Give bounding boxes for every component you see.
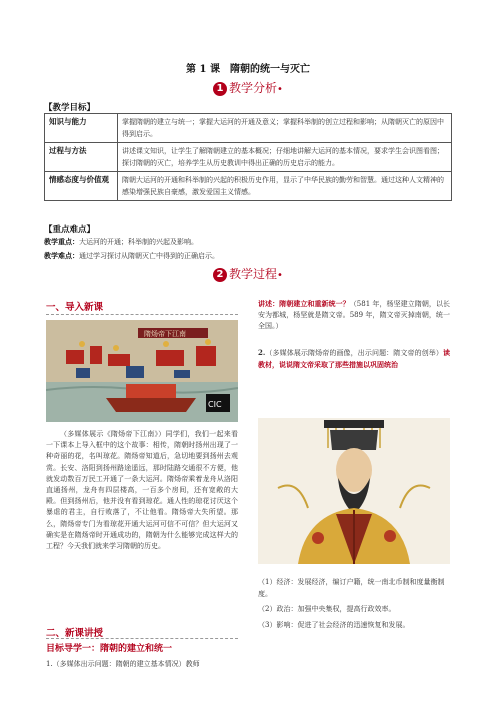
goals-heading: 【教学目标】	[44, 103, 96, 113]
goal-value: 掌握隋朝的建立与统一；掌握大运河的开通及意义；掌握科举制的创立过程和影响；从隋朝灭亡的原因中得到启示。	[118, 114, 452, 143]
section-number-badge: 1	[213, 82, 227, 96]
key-points-heading: 【重点难点】	[44, 225, 96, 235]
right-intro-paragraph	[258, 298, 450, 333]
list-item: （3）影响：促进了社会经济的迅速恢复和发展。	[258, 621, 410, 629]
list-item: （1）经济：发展经济，编订户籍，统一南北币制和度量衡制度。	[258, 578, 445, 598]
table-row	[45, 172, 452, 201]
left-item-1: 1.（多媒体出示问题：隋朝的建立基本情况）教师	[46, 660, 200, 668]
svg-text:CIC: CIC	[208, 400, 222, 409]
goal-key: 情感态度与价值观	[45, 172, 118, 201]
section-process-header	[0, 265, 496, 282]
left-heading-goal: 目标导学一：隋朝的建立和统一	[46, 644, 173, 654]
table-row	[45, 143, 452, 172]
difficulty-line	[44, 251, 219, 261]
focus-line	[44, 237, 198, 247]
list-item: （2）政治：加强中央集权，提高行政效率。	[258, 605, 396, 613]
section-number-badge: 2	[213, 268, 227, 282]
focus-label: 教学重点：	[44, 237, 79, 246]
emperor-portrait-illustration	[258, 418, 450, 564]
page-title: 第 1 课 隋朝的统一与灭亡	[186, 64, 310, 75]
right-item-2-red: 读教材，说说隋文帝采取了那些措施以巩固统治	[258, 348, 450, 370]
section-analysis-header	[0, 79, 496, 96]
divider	[46, 314, 238, 315]
left-heading-intro: 一、导入新课	[46, 302, 104, 313]
goal-value: 讲述课文知识，让学生了解隋朝建立的基本概况；仔细地讲解大运河的基本情况，要求学生会识图看图；探讨隋朝的灭亡，培养学生从历史教训中得出正确的历史启示的能力。	[118, 143, 452, 172]
painting-illustration	[46, 320, 238, 422]
painting-title-text: 隋炀帝下江南	[144, 330, 186, 338]
right-item-2-prefix: 2.	[258, 348, 266, 357]
goal-key: 过程与方法	[45, 143, 118, 172]
divider	[46, 638, 238, 639]
table-row	[45, 114, 452, 143]
right-item-2	[258, 347, 450, 371]
right-intro-red: 讲述：隋朝建立和重新统一？	[258, 299, 350, 308]
goal-key: 知识与能力	[45, 114, 118, 143]
goal-value: 隋朝大运河的开通和科举制的兴起的积极历史作用，显示了中华民族的勤劳和智慧。通过这种人文精神的感染增强民族自豪感，激发爱国主义情感。	[118, 172, 452, 201]
emperor-portrait-image	[258, 418, 450, 564]
right-intro-rest: （581 年，杨坚建立隋朝，以长安为都城，杨坚就是隋文帝。589 年，隋文帝灭掉南朝，统一全国。）	[258, 300, 450, 331]
goals-table	[44, 113, 452, 201]
left-heading-lesson: 二、新课讲授	[46, 628, 104, 639]
dot-icon: •	[277, 270, 283, 281]
difficulty-label: 教学难点：	[44, 251, 79, 260]
painting-image	[46, 320, 238, 422]
right-item-2-plain: （多媒体展示隋炀帝的画像，出示问题：隋文帝的创举）	[265, 349, 443, 357]
intro-caption-text: （多媒体展示《隋炀帝下江南》）同学们，我们一起来看一下课本上导入框中的这个故事：相传，隋朝时扬州出现了一种奇丽的花，名叫琼花。隋炀帝知道后，急切地要到扬州去观赏。长安、洛阳到扬州路途遥远，那时陆路交通很不方便，他就发动数百万民工开通了一条大运河。隋炀帝乘着龙舟从洛阳直通扬州，龙舟有四层楼高，一百多个房间，还有宽敞的大殿。但到扬州后，他并没有看到琼花。通人性的琼花讨厌这个暴虐的君主，自行败落了，不让他看。隋炀帝大失所望。那么，隋炀帝专门为看琼花开通大运河可信不可信？但大运河又确实是在隋炀帝时开通成功的，隋朝为什么能够完成这样大的工程？今天我们就来学习隋朝的历史。	[46, 430, 238, 551]
dot-icon: •	[277, 84, 283, 95]
section-process-label: 教学过程	[229, 267, 278, 281]
section-analysis-label: 教学分析	[229, 81, 278, 95]
difficulty-text: 通过学习探讨从隋朝灭亡中得到的正确启示。	[79, 252, 219, 260]
focus-text: 大运河的开通；科举制的兴起及影响。	[79, 238, 198, 246]
